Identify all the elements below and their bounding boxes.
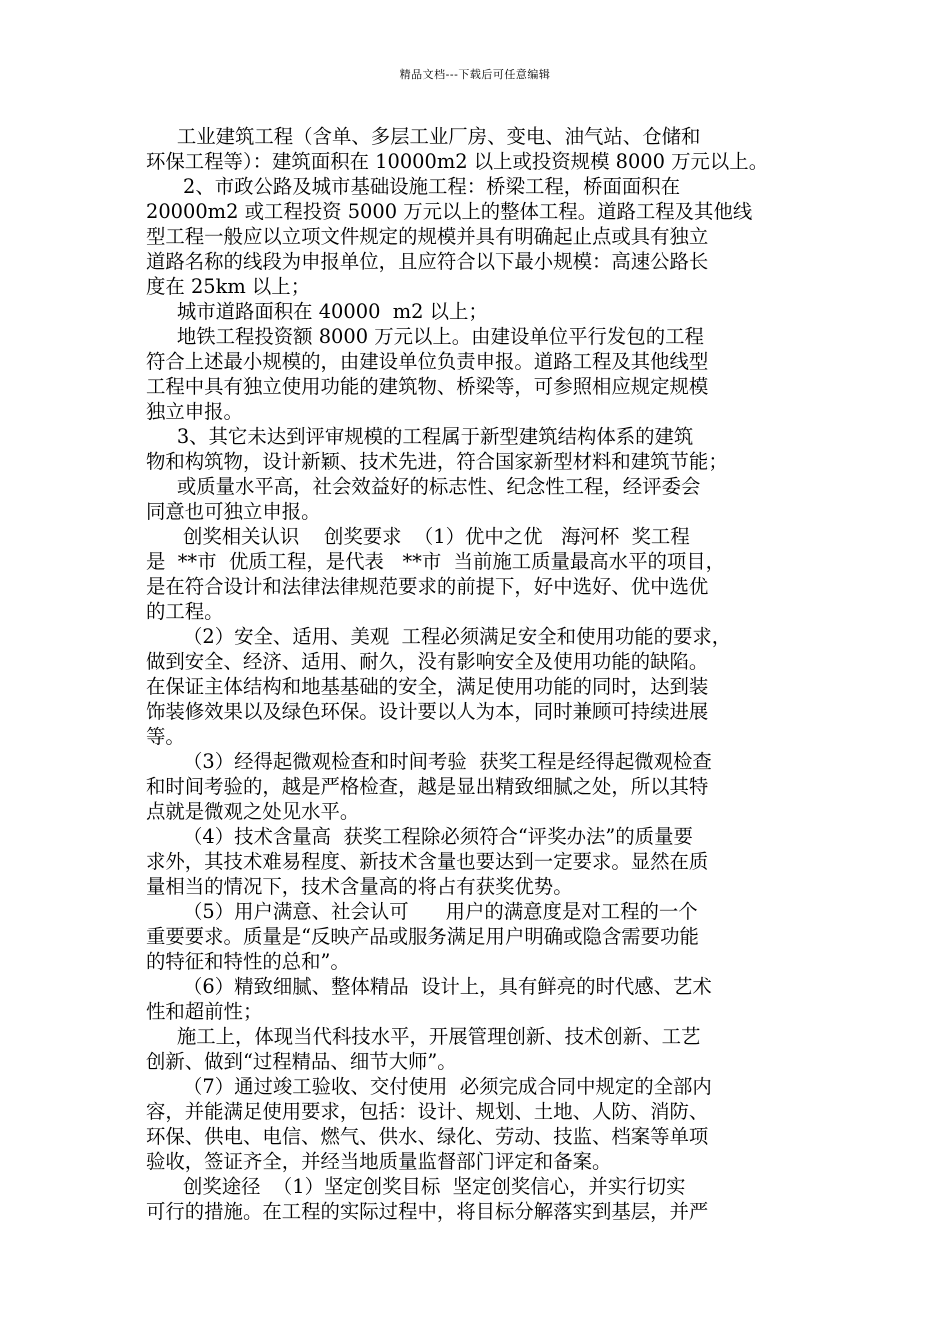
- text-line: 道路名称的线段为申报单位，且应符合以下最小规模：高速公路长: [146, 250, 709, 273]
- document-body: [146, 124, 810, 1224]
- text-line: （7）通过竣工验收、交付使用 必须完成合同中规定的全部内: [146, 1075, 712, 1098]
- text-line: 饰装修效果以及绿色环保。设计要以人为本，同时兼顾可持续进展: [146, 700, 709, 723]
- text-line: 性和超前性；: [146, 1000, 263, 1023]
- text-line: 是在符合设计和法律法律规范要求的前提下，好中选好、优中选优: [146, 575, 709, 598]
- text-line: 创新、做到“过程精品、细节大师”。: [146, 1050, 457, 1073]
- text-line: 地铁工程投资额 8000 万元以上。由建设单位平行发包的工程: [146, 325, 704, 348]
- text-line: 独立申报。: [146, 400, 243, 423]
- text-line: 容，并能满足使用要求，包括：设计、规划、土地、人防、消防、: [146, 1100, 709, 1123]
- text-line: 环保、供电、电信、燃气、供水、绿化、劳动、技监、档案等单项: [146, 1125, 709, 1148]
- text-line: 在保证主体结构和地基基础的安全，满足使用功能的同时，达到装: [146, 675, 709, 698]
- text-line: 创奖途径 （1）坚定创奖目标 坚定创奖信心，并实行切实: [146, 1175, 686, 1198]
- text-line: 或质量水平高，社会效益好的标志性、纪念性工程，经评委会: [146, 475, 701, 498]
- text-line: 量相当的情况下，技术含量高的将占有获奖优势。: [146, 875, 573, 898]
- text-line: 的工程。: [146, 600, 224, 623]
- text-line: 型工程一般应以立项文件规定的规模并具有明确起止点或具有独立: [146, 225, 709, 248]
- text-line: 物和构筑物，设计新颖、技术先进，符合国家新型材料和建筑节能；: [146, 450, 728, 473]
- text-line: 可行的措施。在工程的实际过程中，将目标分解落实到基层，并严: [146, 1200, 709, 1223]
- text-line: （5）用户满意、社会认可 用户的满意度是对工程的一个: [146, 900, 698, 923]
- text-line: 同意也可独立申报。: [146, 500, 321, 523]
- text-line: （2）安全、适用、美观 工程必须满足安全和使用功能的要求，: [146, 625, 732, 648]
- text-line: 工程中具有独立使用功能的建筑物、桥梁等，可参照相应规定规模: [146, 375, 709, 398]
- text-line: （4）技术含量高 获奖工程除必须符合“评奖办法”的质量要: [146, 825, 693, 848]
- text-line: 2、市政公路及城市基础设施工程：桥梁工程，桥面面积在: [146, 175, 681, 198]
- text-line: 求外，其技术难易程度、新技术含量也要达到一定要求。显然在质: [146, 850, 709, 873]
- text-line: 施工上，体现当代科技水平，开展管理创新、技术创新、工艺: [146, 1025, 701, 1048]
- text-line: 3、其它未达到评审规模的工程属于新型建筑结构体系的建筑: [146, 425, 694, 448]
- text-line: （3）经得起微观检查和时间考验 获奖工程是经得起微观检查: [146, 750, 712, 773]
- text-line: 和时间考验的，越是严格检查，越是显出精致细腻之处，所以其特: [146, 775, 709, 798]
- text-line: 工业建筑工程（含单、多层工业厂房、变电、油气站、仓储和: [146, 125, 701, 148]
- text-line: 度在 25km 以上；: [146, 275, 311, 298]
- page-header: 精品文档---下载后可任意编辑: [399, 68, 551, 81]
- text-line: 等。: [146, 725, 185, 748]
- text-line: （6）精致细腻、整体精品 设计上，具有鲜亮的时代感、艺术: [146, 975, 712, 998]
- text-line: 点就是微观之处见水平。: [146, 800, 360, 823]
- text-line: 验收，签证齐全，并经当地质量监督部门评定和备案。: [146, 1150, 612, 1173]
- text-line: 创奖相关认识 创奖要求 （1）优中之优 海河杯 奖工程: [146, 525, 690, 548]
- text-line: 环保工程等）：建筑面积在 10000m2 以上或投资规模 8000 万元以上。: [146, 150, 769, 173]
- text-line: 20000m2 或工程投资 5000 万元以上的整体工程。道路工程及其他线: [146, 200, 753, 223]
- text-line: 符合上述最小规模的，由建设单位负责申报。道路工程及其他线型: [146, 350, 709, 373]
- text-line: 城市道路面积在 40000 m2 以上；: [146, 300, 488, 323]
- text-line: 是 **市 优质工程，是代表 **市 当前施工质量最高水平的项目，: [146, 550, 726, 573]
- text-line: 重要要求。质量是“反映产品或服务满足用户明确或隐含需要功能: [146, 925, 699, 948]
- text-line: 做到安全、经济、适用、耐久，没有影响安全及使用功能的缺陷。: [146, 650, 709, 673]
- text-line: 的特征和特性的总和”。: [146, 950, 350, 973]
